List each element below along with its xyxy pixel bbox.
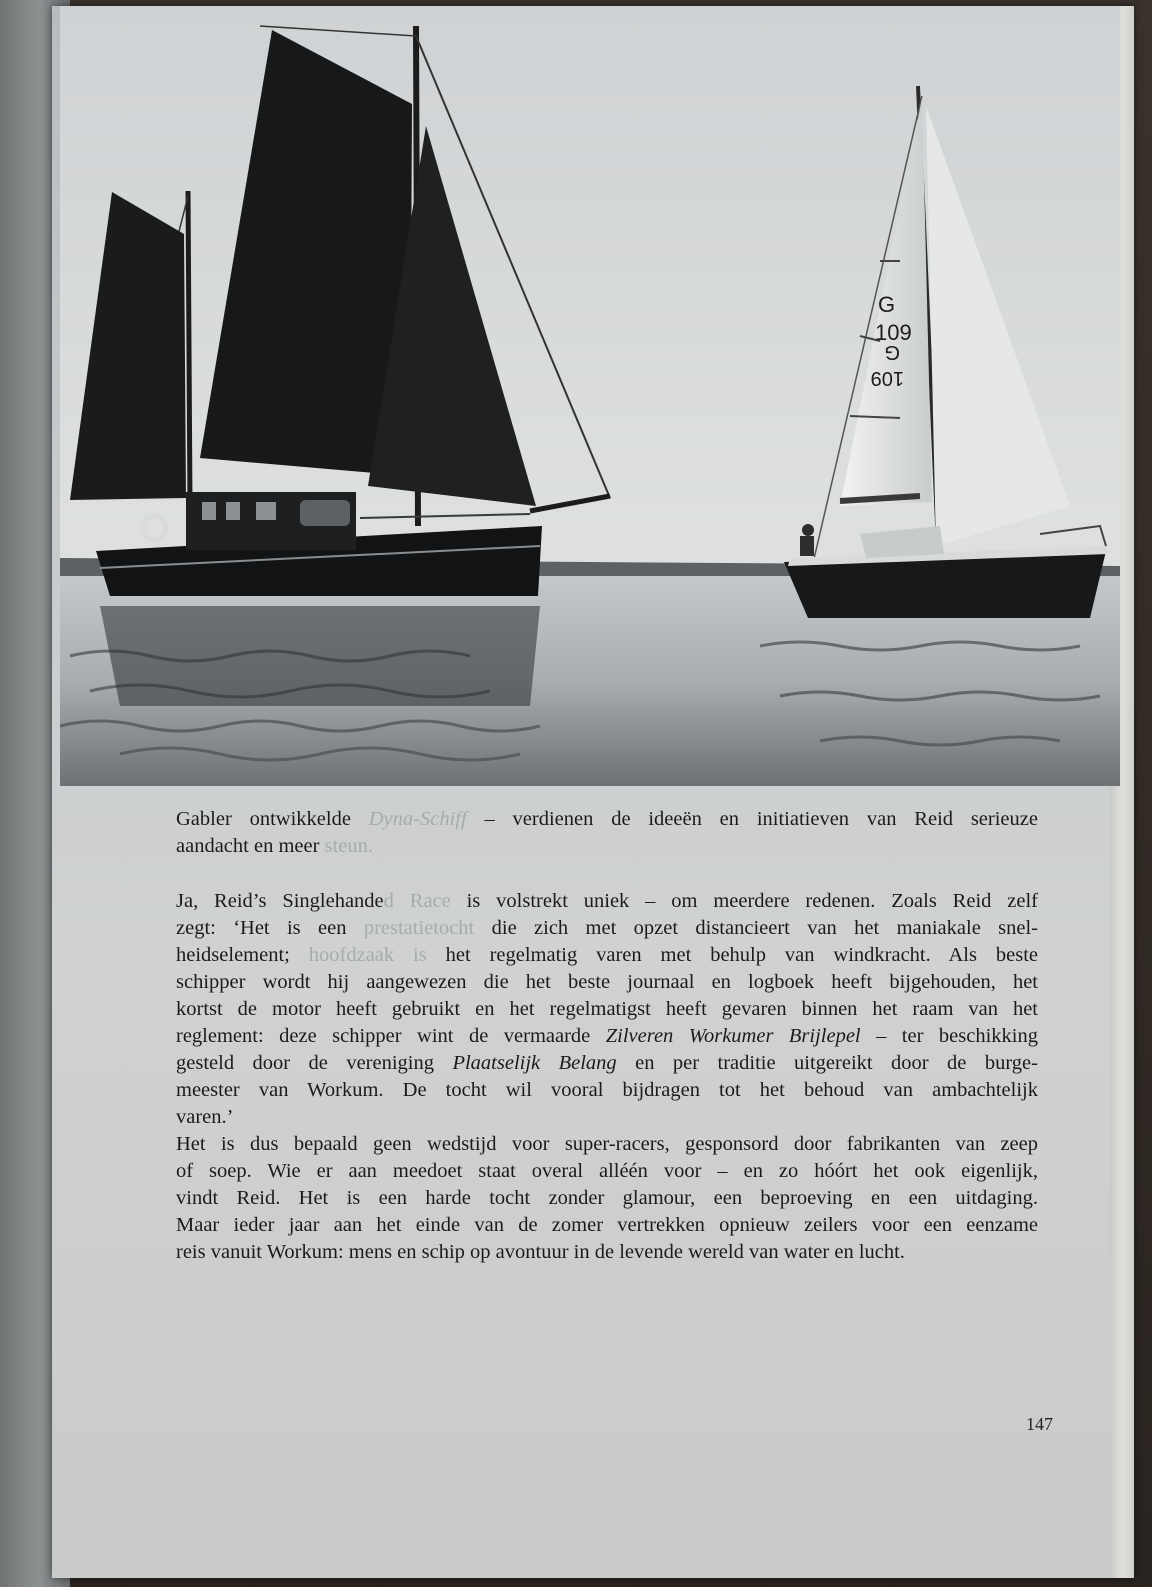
body-text: Ja, Reid’s Singlehande [176,890,384,912]
body-line: varen.’ [176,1106,234,1128]
body-line [176,942,1038,969]
body-text: – ter beschikking [860,1025,1038,1047]
body-line: Het is dus bepaald geen wedstijd voor super-racers, gesponsord door fabrikanten van zeep [176,1133,1038,1155]
intro-line-1 [176,806,1038,833]
intro-faded-text: Dyna-Schiff [368,808,467,830]
body-faded-text: hoofdzaak is [308,944,427,966]
body-line: meester van Workum. De tocht wil vooral bijdragen tot het behoud van ambachtelijk [176,1079,1038,1101]
body-text: die zich met opzet distancieert van het maniakale snel- [474,917,1039,939]
intro-text: Gabler ontwikkelde [176,808,369,830]
body-italic-text: Plaatselijk Belang [452,1052,617,1074]
sail-number-reverse: 109 [870,367,904,389]
intro-faded-text: steun. [324,835,373,857]
body-line: Maar ieder jaar aan het einde van de zomer vertrekken opnieuw zeilers voor een eenzame [176,1214,1038,1236]
intro-paragraph [176,806,1038,860]
body-text: en per traditie uitgereikt door de burge- [616,1052,1038,1074]
body-faded-text: prestatietocht [363,917,475,939]
sailboats-photo [60,6,1120,786]
body-text: heidselement; [176,944,309,966]
sail-number: 109 [875,320,912,345]
sail-letter-reverse: G [884,341,900,363]
body-line [176,888,1038,915]
body-line [176,1023,1038,1050]
page-number: 147 [1026,1414,1053,1434]
body-faded-text: d Race [383,890,451,912]
body-paragraphs [176,888,1038,1266]
body-line: reis vanuit Workum: mens en schip op avontuur in de levende wereld van water en lucht. [176,1241,905,1263]
intro-text: aandacht en meer [176,835,325,857]
body-line: schipper wordt hij aangewezen die het beste journaal en logboek heeft bijgehouden, het [176,971,1038,993]
intro-line-2 [176,833,1038,860]
body-line: kortst de motor heeft gebruikt en het regelmatigst heeft gevaren binnen het raam van het [176,998,1038,1020]
body-line [176,1050,1038,1077]
body-italic-text: Zilveren Workumer Brijlepel [605,1025,861,1047]
intro-text: – verdienen de ideeën en initiatieven van Reid serieuze [466,808,1038,830]
boat-reflection [100,606,540,706]
book-page [52,6,1134,1578]
sail-letter: G [878,292,896,317]
body-line [176,915,1038,942]
body-text: het regelmatig varen met behulp van windkracht. Als beste [426,944,1039,966]
body-line: vindt Reid. Het is een harde tocht zonder glamour, een beproeving en een uitdaging. [176,1187,1038,1209]
body-text: is volstrekt uniek – om meerdere redenen. Zoals Reid zelf [450,890,1038,912]
body-text: zegt: ‘Het is een [176,917,364,939]
body-text: reglement: deze schipper wint de vermaarde [176,1025,606,1047]
body-text: gesteld door de vereniging [176,1052,453,1074]
body-line: of soep. Wie er aan meedoet staat overal alléén voor – en zo hóórt het ook eigenlijk, [176,1160,1038,1182]
